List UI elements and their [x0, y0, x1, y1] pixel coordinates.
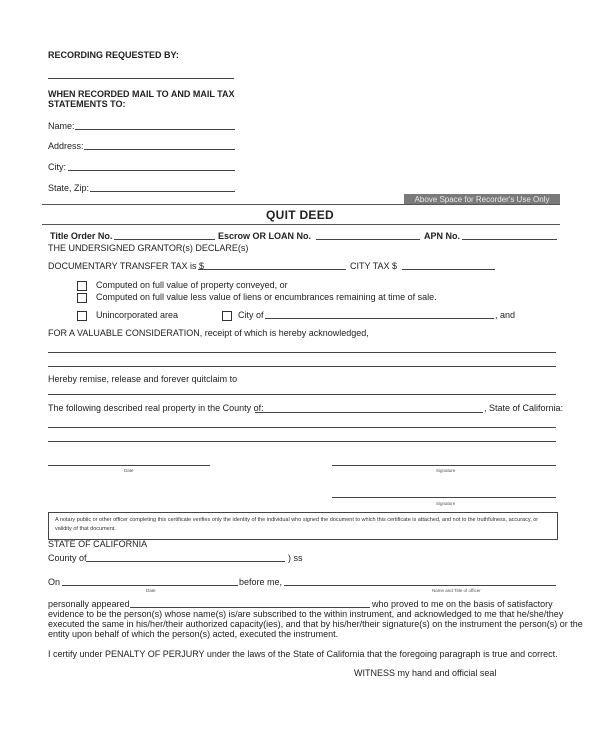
date-line[interactable]: [48, 465, 210, 466]
property-line-1[interactable]: [48, 427, 556, 428]
mail-to-label-1: WHEN RECORDED MAIL TO AND MAIL TAX: [48, 89, 235, 99]
name-label: Name:: [48, 121, 75, 131]
appeared-field[interactable]: [130, 607, 370, 608]
before-me-label: before me,: [239, 577, 283, 587]
notary-county-field[interactable]: [86, 561, 285, 562]
apn-label: APN No.: [424, 231, 460, 241]
less-liens-checkbox[interactable]: [77, 293, 87, 303]
officer-name-caption: Name and Title of officer: [432, 588, 481, 593]
remise-text: Hereby remise, release and forever quitclaim to: [48, 374, 238, 384]
title-order-label: Title Order No.: [50, 231, 113, 241]
officer-name-field[interactable]: [284, 585, 556, 586]
address-label: Address:: [48, 141, 84, 151]
signature-line-1[interactable]: [332, 465, 556, 466]
consideration-line-1[interactable]: [48, 352, 556, 353]
unincorporated-checkbox[interactable]: [77, 311, 87, 321]
consideration-text: FOR A VALUABLE CONSIDERATION, receipt of which is hereby acknowledged,: [48, 328, 369, 338]
city-field[interactable]: [68, 170, 235, 171]
state-of-california: STATE OF CALIFORNIA: [48, 539, 148, 549]
witness-text: WITNESS my hand and official seal: [354, 668, 497, 678]
city-of-label: City of: [238, 310, 264, 320]
less-liens-label: Computed on full value less value of liens or encumbrances remaining at time of sale.: [96, 292, 437, 302]
apn-field[interactable]: [462, 239, 557, 240]
notary-notice-text: A notary public or other officer completing this certificate verifies only the identity of the individual who signed the document to which this certificate is attached, and not to the truthfulness, accuracy, or validity of that document.: [55, 517, 539, 532]
signature-line-2[interactable]: [332, 497, 556, 498]
escrow-label: Escrow OR LOAN No.: [218, 231, 312, 241]
state-zip-label: State, Zip:: [48, 183, 90, 193]
on-label: On: [48, 577, 61, 587]
escrow-field[interactable]: [316, 239, 420, 240]
recording-requested-line[interactable]: [48, 78, 234, 79]
recorder-use-banner: Above Space for Recorder's Use Only: [404, 194, 560, 205]
page-title: QUIT DEED: [265, 208, 335, 222]
address-field[interactable]: [84, 149, 235, 150]
full-value-checkbox[interactable]: [77, 281, 87, 291]
state-ca-text: , State of California:: [484, 403, 564, 413]
recording-requested-label: RECORDING REQUESTED BY:: [48, 50, 179, 60]
title-divider: [42, 224, 560, 225]
city-tax-label: CITY TAX $: [350, 261, 398, 271]
consideration-line-2[interactable]: [48, 366, 556, 367]
doc-tax-field[interactable]: [198, 269, 346, 270]
signature-caption-1: Signature: [436, 468, 456, 473]
county-of-label: County of: [48, 553, 87, 563]
notary-date-caption: Date: [146, 588, 156, 593]
property-line-2[interactable]: [48, 441, 556, 442]
notary-notice-box: [48, 512, 558, 540]
state-zip-field[interactable]: [90, 191, 235, 192]
city-of-field[interactable]: [265, 318, 494, 319]
date-caption: Date: [124, 468, 134, 473]
grantor-declare: THE UNDERSIGNED GRANTOR(s) DECLARE(s): [48, 243, 249, 253]
perjury-text: I certify under PENALTY OF PERJURY under the laws of the State of California that the foregoing paragraph is true and correct.: [48, 649, 558, 659]
ss-label: ) ss: [288, 553, 303, 563]
city-label: City:: [48, 162, 66, 172]
notary-para-line-4: entity upon behalf of which the person(s) acted, executed the instrument.: [48, 629, 339, 639]
county-field[interactable]: [255, 412, 483, 413]
notary-date-field[interactable]: [62, 585, 238, 586]
appeared-label: personally appeared: [48, 599, 130, 609]
and-label: , and: [495, 310, 516, 320]
doc-tax-label: DOCUMENTARY TRANSFER TAX is $: [48, 261, 205, 271]
city-tax-field[interactable]: [402, 269, 495, 270]
mail-to-label-2: STATEMENTS TO:: [48, 99, 126, 109]
appeared-rest: who proved to me on the basis of satisfactory: [372, 599, 553, 609]
notary-para-line-3: executed the same in his/her/their authorized capacity(ies), and that by his/her/their signature(s) on the instrument the person(s) or the: [48, 619, 583, 629]
property-text: The following described real property in the County of:: [48, 403, 264, 413]
grantee-line[interactable]: [48, 394, 556, 395]
city-of-checkbox[interactable]: [222, 311, 232, 321]
signature-caption-2: Signature: [436, 501, 456, 506]
full-value-label: Computed on full value of property conveyed, or: [96, 280, 288, 290]
top-divider: [42, 204, 560, 205]
notary-para-line-2: evidence to be the person(s) whose name(s) is/are subscribed to the within instrument, and acknowledged to me that he/she/they: [48, 609, 564, 619]
name-field[interactable]: [75, 129, 235, 130]
title-order-field[interactable]: [114, 239, 215, 240]
unincorporated-label: Unincorporated area: [96, 310, 179, 320]
